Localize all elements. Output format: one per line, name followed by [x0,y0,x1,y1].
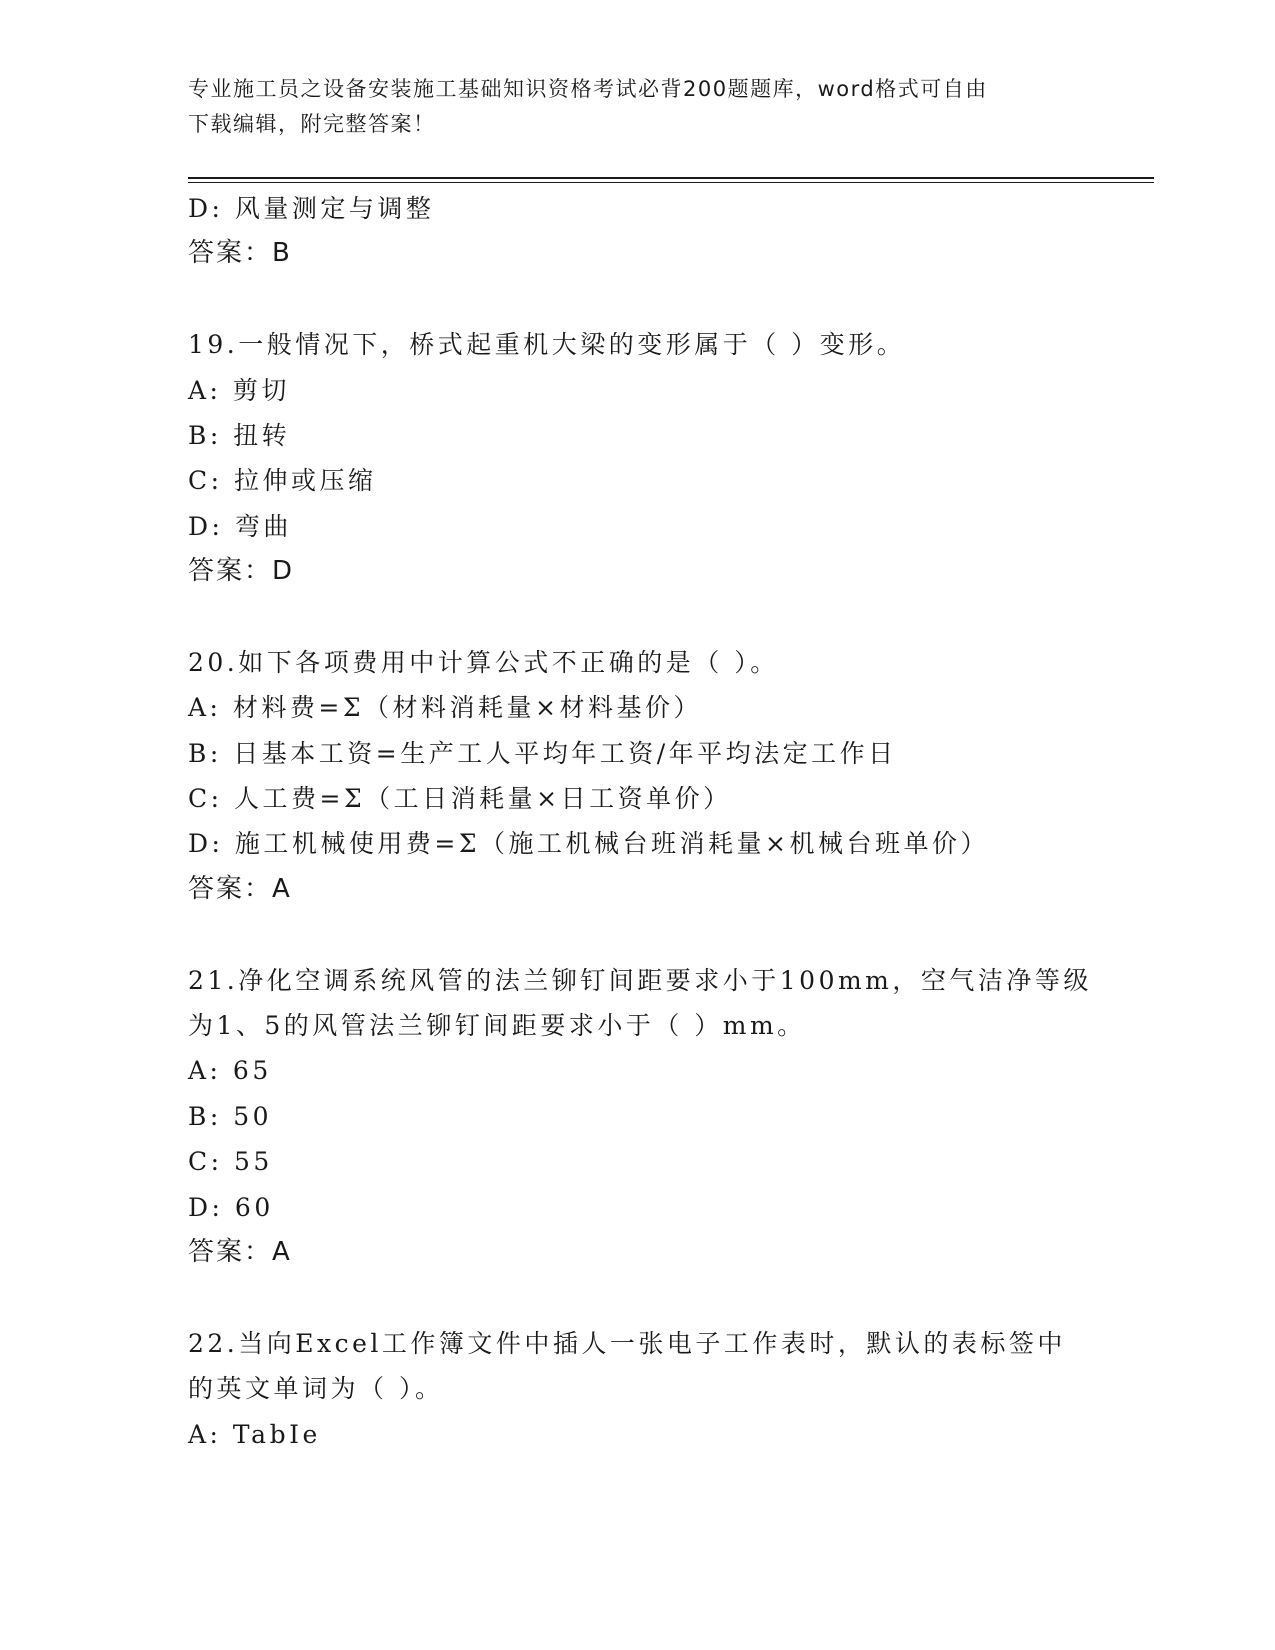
question-line: C: 人工费=Σ（工日消耗量×日工资单价） [188,784,732,814]
answer-line: 答案：D [188,556,295,587]
blank-line [188,912,1088,957]
header-line-1: 专业施工员之设备安装施工基础知识资格考试必背200题题库，word格式可自由 [188,77,988,101]
answer-line: 答案：A [188,1236,292,1267]
question-line: 21.净化空调系统风管的法兰铆钉间距要求小于100mm，空气洁净等级 [188,965,1092,995]
question-line: A: 材料费=Σ（材料消耗量×材料基价） [188,693,702,723]
question-line: D: 弯曲 [188,511,292,541]
question-line: D: 施工机械使用费=Σ（施工机械台班消耗量×机械台班单价） [188,829,989,859]
header-rule-thin [188,182,1154,183]
question-line: 20.如下各项费用中计算公式不正确的是（ ）。 [188,647,779,677]
question-line: 的英文单词为（ ）。 [188,1374,444,1404]
question-line: A: 剪切 [188,375,290,405]
answer-line: 答案：B [188,238,292,269]
question-line: A: 65 [188,1056,272,1086]
blank-line [188,595,1088,640]
question-line: C: 拉伸或压缩 [188,466,377,496]
answer-line: 答案：A [188,873,292,904]
header-line-2: 下载编辑，附完整答案！ [188,112,436,136]
question-content [188,186,1092,1457]
question-line: B: 扭转 [188,420,291,450]
question-line: A: TabIe [188,1419,321,1449]
question-line: 为1、5的风管法兰铆钉间距要求小于（ ）mm。 [188,1011,806,1041]
question-line: B: 50 [188,1101,273,1131]
blank-line [188,277,1088,322]
question-line: 19.一般情况下，桥式起重机大梁的变形属于（ ）变形。 [188,330,906,360]
header-rule-thick [188,177,1154,179]
question-line: D: 60 [188,1192,274,1222]
question-line: C: 55 [188,1147,273,1177]
question-line: D: 风量测定与调整 [188,194,435,223]
question-line: 22.当向Excel工作簿文件中插人一张电子工作表时，默认的表标签中 [188,1328,1066,1358]
blank-line [188,1275,1088,1320]
question-line: B: 日基本工资=生产工人平均年工资/年平均法定工作日 [188,738,897,768]
document-header [188,72,1068,142]
